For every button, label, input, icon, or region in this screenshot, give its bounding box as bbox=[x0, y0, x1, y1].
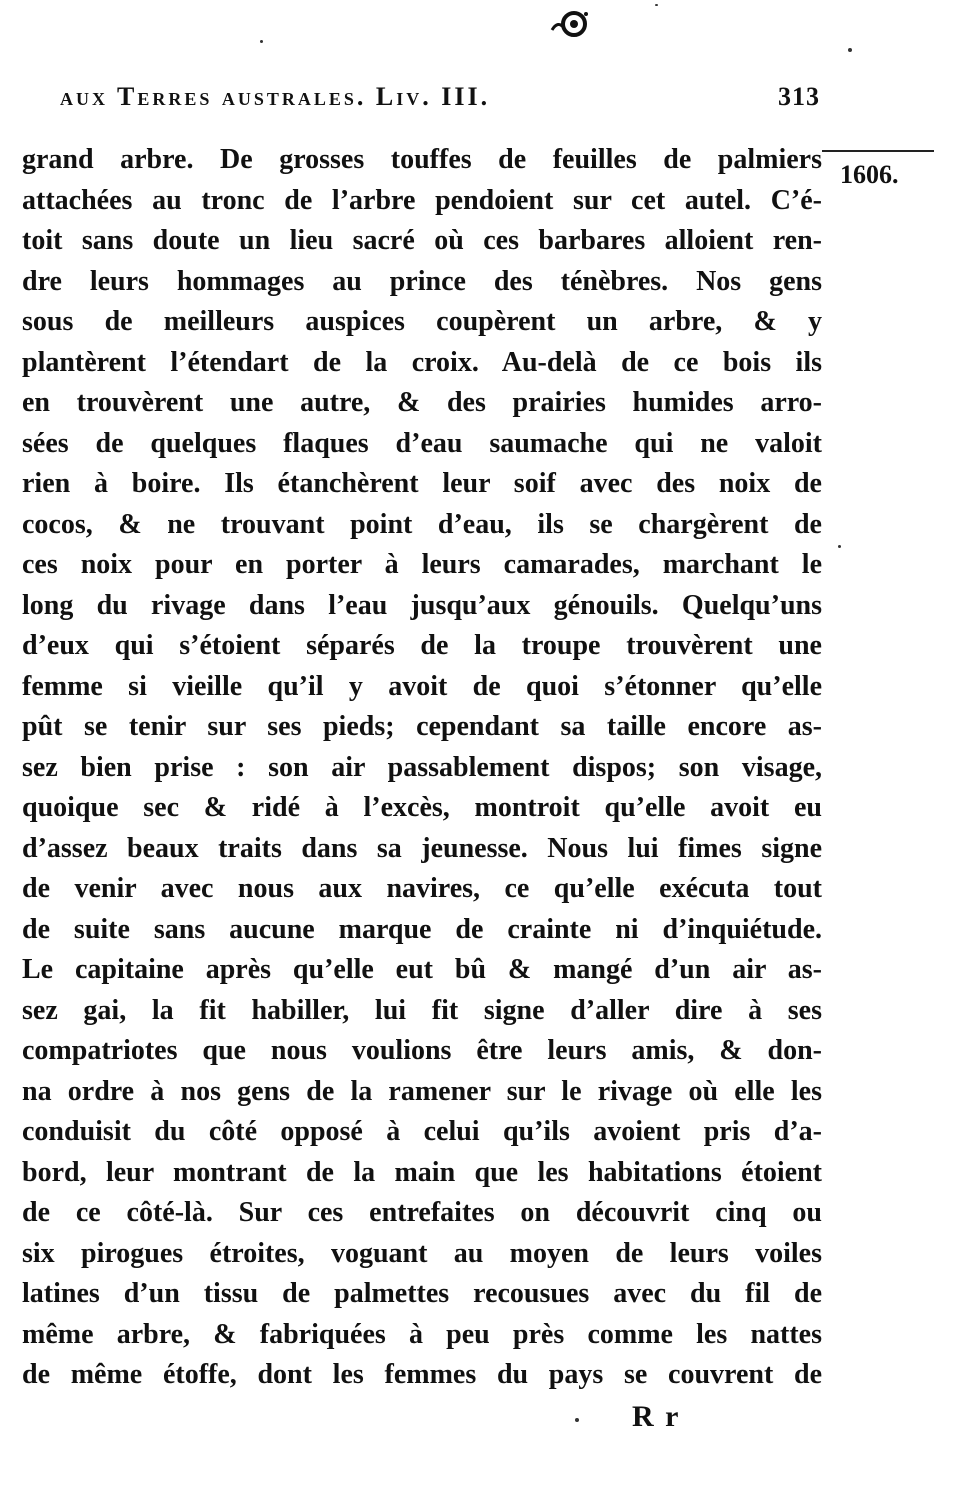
margin-year: 1606. bbox=[840, 160, 899, 189]
text-line: six pirogues étroites, voguant au moyen de leurs voiles bbox=[22, 1237, 822, 1269]
signature-mark: R r bbox=[632, 1400, 681, 1433]
text-line: latines d’un tissu de palmettes recousues avec du fil de bbox=[22, 1278, 822, 1309]
text-line: na ordre à nos gens de la ramener sur le rivage où elle les bbox=[22, 1075, 822, 1107]
text-line: Le capitaine après qu’elle eut bû & mangé d’un air as- bbox=[22, 954, 822, 985]
text-line: d’eux qui s’étoient séparés de la troupe trouvèrent une bbox=[22, 630, 822, 661]
body-text bbox=[22, 140, 822, 1396]
ornament-icon bbox=[548, 8, 592, 42]
text-line: sées de quelques flaques d’eau saumache qui ne valoit bbox=[22, 427, 822, 459]
text-line: dre leurs hommages au prince des ténèbres. Nos gens bbox=[22, 265, 822, 297]
text-line: sez gai, la fit habiller, lui fit signe d’aller dire à ses bbox=[22, 994, 822, 1026]
text-line: conduisit du côté opposé à celui qu’ils avoient pris d’a- bbox=[22, 1116, 822, 1147]
text-line: compatriotes que nous voulions être leurs amis, & don- bbox=[22, 1035, 822, 1066]
text-line: de ce côté-là. Sur ces entrefaites on découvrit cinq ou bbox=[22, 1197, 822, 1228]
text-line: sez bien prise : son air passablement dispos; son visage, bbox=[22, 751, 822, 783]
ink-speck bbox=[848, 48, 852, 52]
text-line: grand arbre. De grosses touffes de feuilles de palmiers bbox=[22, 144, 822, 175]
text-line: plantèrent l’étendart de la croix. Au-delà de ce bois ils bbox=[22, 346, 822, 378]
ink-speck bbox=[575, 1418, 579, 1422]
text-line: bord, leur montrant de la main que les habitations étoient bbox=[22, 1156, 822, 1188]
ink-speck bbox=[260, 40, 263, 43]
running-head bbox=[60, 82, 820, 132]
text-line: quoique sec & ridé à l’excès, montroit qu’elle avoit eu bbox=[22, 792, 822, 823]
text-line: ces noix pour en porter à leurs camarades, marchant le bbox=[22, 549, 822, 580]
text-line: sous de meilleurs auspices coupèrent un arbre, & y bbox=[22, 306, 822, 337]
text-line: pût se tenir sur ses pieds; cependant sa taille encore as- bbox=[22, 711, 822, 742]
text-line: femme si vieille qu’il y avoit de quoi s’étonner qu’elle bbox=[22, 670, 822, 702]
text-line: long du rivage dans l’eau jusqu’aux génouils. Quelqu’uns bbox=[22, 589, 822, 621]
text-line: cocos, & ne trouvant point d’eau, ils se chargèrent de bbox=[22, 508, 822, 540]
text-line: d’assez beaux traits dans sa jeunesse. Nous lui fimes signe bbox=[22, 832, 822, 864]
text-line: de suite sans aucune marque de crainte ni d’inquiétude. bbox=[22, 913, 822, 945]
page-number: 313 bbox=[778, 82, 820, 111]
text-line: toit sans doute un lieu sacré où ces barbares alloient ren- bbox=[22, 225, 822, 256]
margin-rule bbox=[822, 150, 934, 152]
running-head-title: aux Terres australes. Liv. III. bbox=[60, 82, 491, 111]
ink-speck bbox=[838, 545, 841, 548]
text-line: rien à boire. Ils étanchèrent leur soif avec des noix de bbox=[22, 468, 822, 499]
text-line: de venir avec nous aux navires, ce qu’elle exécuta tout bbox=[22, 873, 822, 904]
text-line: attachées au tronc de l’arbre pendoient sur cet autel. C’é- bbox=[22, 184, 822, 216]
ink-speck bbox=[655, 4, 658, 6]
text-line: en trouvèrent une autre, & des prairies humides arro- bbox=[22, 387, 822, 418]
text-line: de même étoffe, dont les femmes du pays se couvrent de bbox=[22, 1359, 822, 1390]
text-line: même arbre, & fabriquées à peu près comme les nattes bbox=[22, 1318, 822, 1350]
